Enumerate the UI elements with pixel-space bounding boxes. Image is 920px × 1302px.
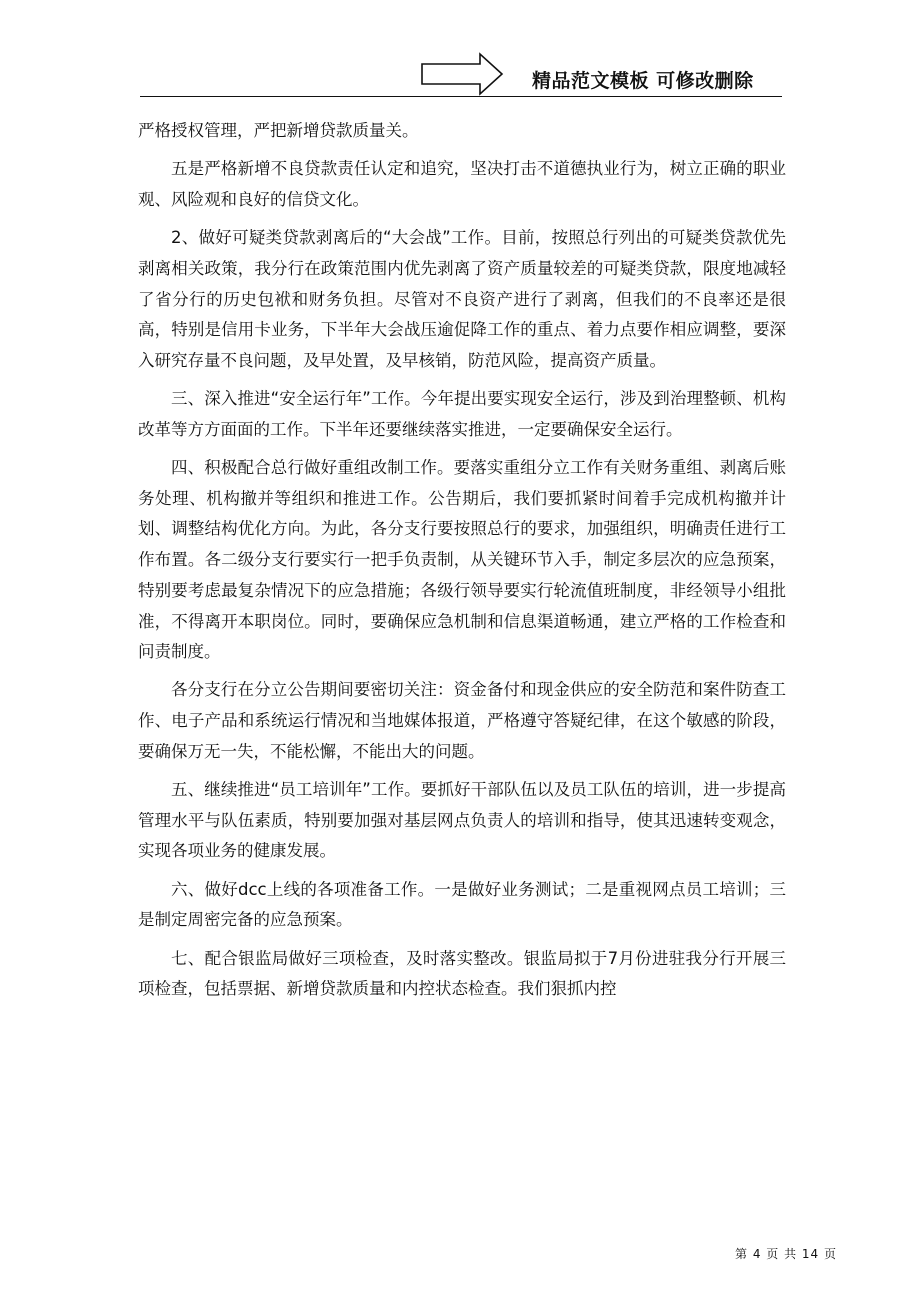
paragraph-continuation: 严格授权管理，严把新增贷款质量关。 [138,121,419,140]
right-arrow-icon [420,52,504,96]
page-number: 第 4 页 共 14 页 [735,1247,837,1261]
paragraph: 四、积极配合总行做好重组改制工作。要落实重组分立工作有关财务重组、剥离后账务处理、机构撤并等组织和推进工作。公告期后，我们要抓紧时间着手完成机构撤并计划、调整结构优化方向。为此，各分支行要按照总行的要求，加强组织，明确责任进行工作布置。各二级分支行要实行一把手负责制，从关键环节入手，制定多层次的应急预案，特别要考虑最复杂情况下的应急措施；各级行领导要实行轮流值班制度，非经领导小组批准，不得离开本职岗位。同时，要确保应急机制和信息渠道畅通，建立严格的工作检查和问责制度。 [138,458,786,662]
paragraph: 六、做好dcc上线的各项准备工作。一是做好业务测试；二是重视网点员工培训；三是制定周密完备的应急预案。 [138,879,786,930]
paragraph: 五是严格新增不良贷款责任认定和追究，坚决打击不道德执业行为，树立正确的职业观、风险观和良好的信贷文化。 [138,159,786,209]
paragraph: 五、继续推进“员工培训年”工作。要抓好干部队伍以及员工队伍的培训，进一步提高管理水平与队伍素质，特别要加强对基层网点负责人的培训和指导，使其迅速转变观念，实现各项业务的健康发展。 [138,780,786,861]
paragraph: 各分支行在分立公告期间要密切关注：资金备付和现金供应的安全防范和案件防查工作、电子产品和系统运行情况和当地媒体报道，严格遵守答疑纪律，在这个敏感的阶段，要确保万无一失，不能松懈，不能出大的问题。 [138,680,786,761]
paragraph: 七、配合银监局做好三项检查，及时落实整改。银监局拟于7月份进驻我分行开展三项检查，包括票据、新增贷款质量和内控状态检查。我们狠抓内控 [138,948,786,999]
header-title: 精品范文模板 可修改删除 [532,70,754,92]
document-body [138,116,786,1012]
header-divider [140,96,782,97]
paragraph: 三、深入推进“安全运行年”工作。今年提出要实现安全运行，涉及到治理整顿、机构改革等方方面面的工作。下半年还要继续落实推进，一定要确保安全运行。 [138,389,786,439]
paragraph: 2、做好可疑类贷款剥离后的“大会战”工作。目前，按照总行列出的可疑类贷款优先剥离相关政策，我分行在政策范围内优先剥离了资产质量较差的可疑类贷款，限度地减轻了省分行的历史包袱和财务负担。尽管对不良资产进行了剥离，但我们的不良率还是很高，特别是信用卡业务，下半年大会战压逾促降工作的重点、着力点要作相应调整，要深入研究存量不良问题，及早处置，及早核销，防范风险，提高资产质量。 [138,228,786,370]
